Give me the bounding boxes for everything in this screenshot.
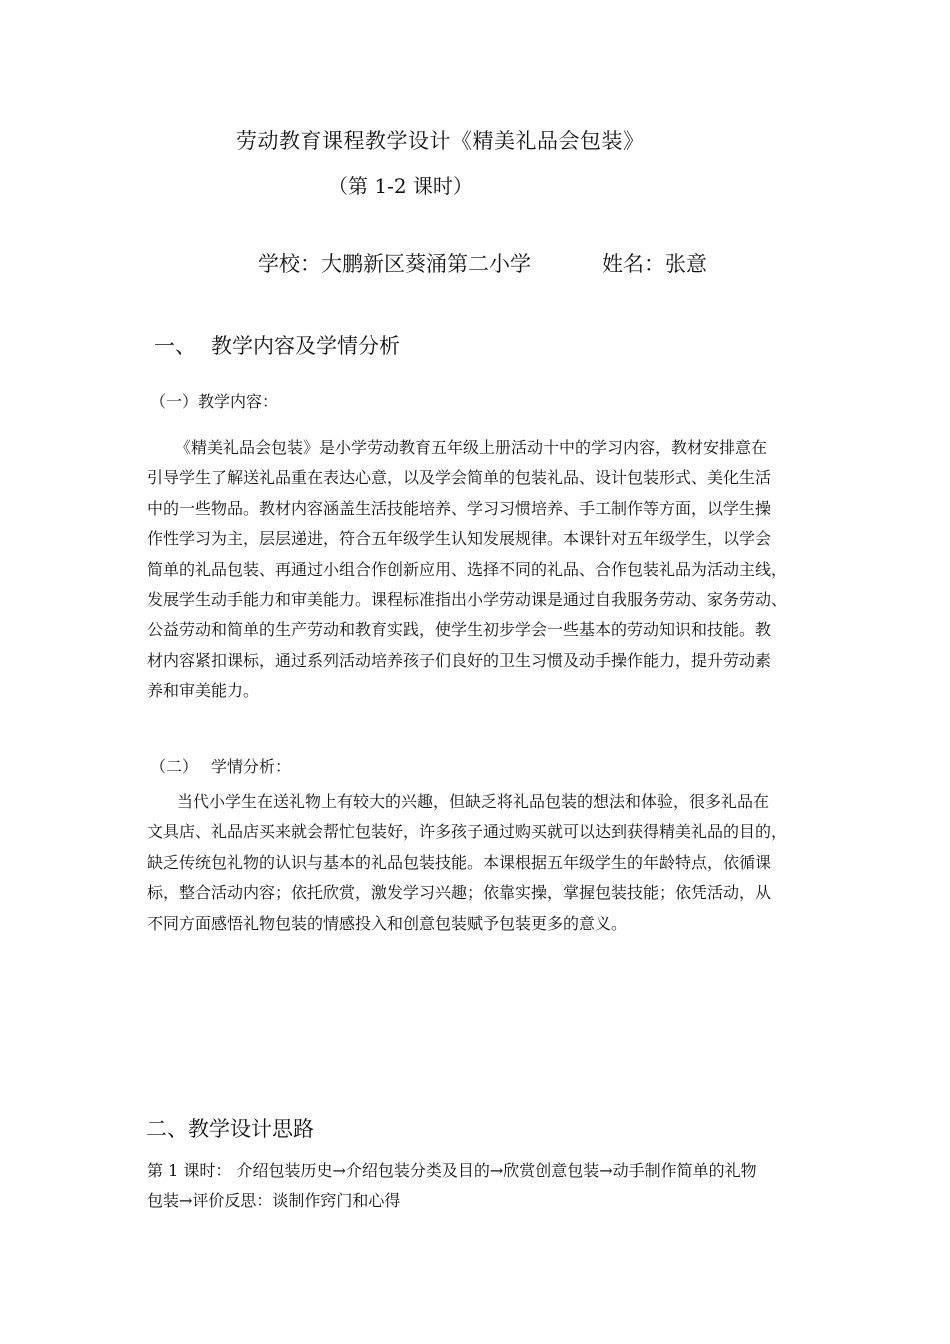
- paragraph-line: 材内容紧扣课标，通过系列活动培养孩子们良好的卫生习惯及动手操作能力，提升劳动素: [147, 650, 772, 670]
- teaching-content-paragraph: [147, 433, 827, 707]
- design-idea-paragraph: [147, 1156, 827, 1217]
- subsection2-number: （二）: [150, 757, 199, 776]
- learning-analysis-paragraph: [147, 787, 827, 939]
- paragraph-line: 引导学生了解送礼品重在表达心意，以及学会简单的包装礼品、设计包装形式、美化生活: [147, 468, 772, 488]
- paragraph-line: 中的一些物品。教材内容涵盖生活技能培养、学习习惯培养、手工制作等方面，以学生操: [147, 498, 772, 518]
- subsection1-heading: （一）教学内容：: [150, 392, 279, 411]
- subsection2-title: 学情分析：: [211, 757, 292, 776]
- paragraph-line: 标，整合活动内容；依托欣赏，激发学习兴趣；依靠实操，掌握包装技能；依凭活动，从: [147, 883, 772, 903]
- paragraph-line: 文具店、礼品店买来就会帮忙包装好，许多孩子通过购买就可以达到获得精美礼品的目的，: [147, 822, 788, 842]
- paragraph-line: 第 1 课时： 介绍包装历史→介绍包装分类及目的→欣赏创意包装→动手制作简单的礼物: [147, 1161, 757, 1180]
- document-subtitle: （第 1-2 课时）: [328, 174, 473, 198]
- document-title: 劳动教育课程教学设计《精美礼品会包装》: [236, 129, 645, 153]
- paragraph-line: 包装→评价反思：谈制作窍门和心得: [147, 1191, 401, 1211]
- section1-number: 一、: [154, 334, 196, 358]
- paragraph-line: 不同方面感悟礼物包装的情感投入和创意包装赋予包装更多的意义。: [147, 913, 628, 933]
- section2-title: 二、教学设计思路: [146, 1117, 314, 1141]
- paragraph-line: 公益劳动和简单的生产劳动和教育实践，使学生初步学会一些基本的劳动知识和技能。教: [147, 620, 772, 640]
- paragraph-line: 作性学习为主，层层递进，符合五年级学生认知发展规律。本课针对五年级学生，以学会: [147, 529, 772, 549]
- paragraph-line: 当代小学生在送礼物上有较大的兴趣，但缺乏将礼品包装的想法和体验，很多礼品在: [177, 792, 770, 811]
- paragraph-line: 缺乏传统包礼物的认识与基本的礼品包装技能。本课根据五年级学生的年龄特点，依循课: [147, 852, 772, 872]
- author-name: 姓名：张意: [602, 252, 707, 276]
- paragraph-line: 《精美礼品会包装》是小学劳动教育五年级上册活动十中的学习内容，教材安排意在: [175, 438, 768, 457]
- section1-title: 教学内容及学情分析: [211, 334, 400, 358]
- paragraph-line: 养和审美能力。: [147, 681, 260, 701]
- paragraph-line: 发展学生动手能力和审美能力。课程标准指出小学劳动课是通过自我服务劳动、家务劳动、: [147, 589, 788, 609]
- paragraph-line: 简单的礼品包装、再通过小组合作创新应用、选择不同的礼品、合作包装礼品为活动主线，: [147, 559, 788, 579]
- school-label: 学校：大鹏新区葵涌第二小学: [258, 252, 531, 276]
